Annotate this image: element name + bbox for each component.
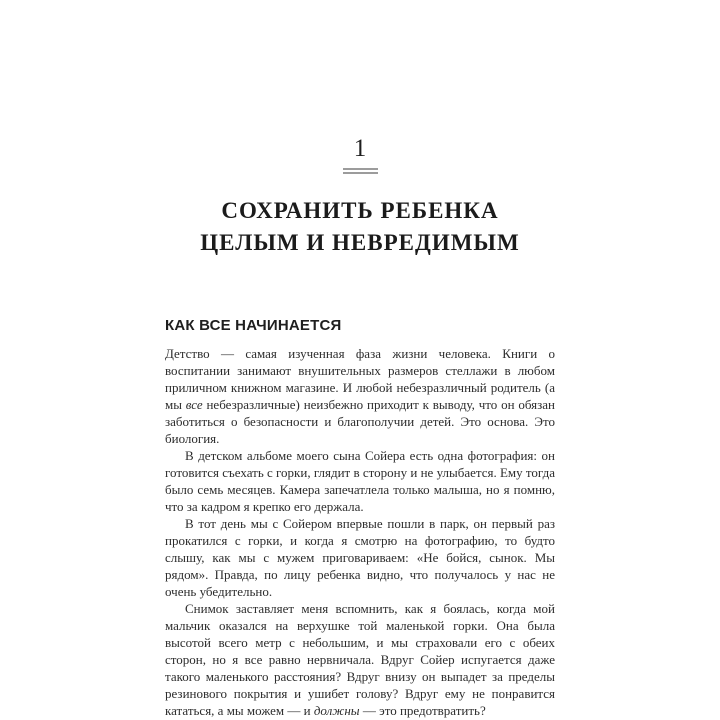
text-run-italic: все	[185, 397, 203, 412]
body-paragraph	[165, 345, 555, 447]
text-run: Снимок заставляет меня вспомнить, как я боялась, когда мой мальчик оказался на верхушке той маленькой горки. Она была высотой всего метр с небольшим, и мы страховали его с обеих сторон, но я все равно нервничала. Вдруг Сойер испугается даже такого маленького расстояния? Вдруг внизу он выпадет за пределы резинового покрытия и ушибет голову? Вдруг ему не понравится кататься, а мы можем — и	[165, 601, 555, 718]
page-content	[165, 0, 555, 719]
section-heading: КАК ВСЕ НАЧИНАЕТСЯ	[165, 317, 342, 334]
body-paragraph	[165, 515, 555, 600]
chapter-divider	[343, 168, 378, 174]
text-run: небезразличные) неизбежно приходит к выводу, что он обязан заботиться о безопасности и благополучии детей. Это основа. Это биология.	[165, 397, 555, 446]
chapter-number: 1	[353, 135, 367, 162]
body-text	[165, 345, 555, 719]
body-paragraph	[165, 600, 555, 719]
chapter-title	[165, 195, 555, 259]
body-paragraph	[165, 447, 555, 515]
text-run: — это предотвратить?	[359, 703, 486, 718]
text-run: В тот день мы с Сойером впервые пошли в парк, он первый раз прокатился с горки, и когда я смотрю на фотографию, то будто слышу, как мы с мужем приговариваем: «Не бойся, сынок. Мы рядом». Правда, по лицу ребенка видно, что получалось у нас не очень убедительно.	[165, 516, 555, 599]
chapter-title-line-1: СОХРАНИТЬ РЕБЕНКА	[221, 198, 499, 223]
text-run: Детство — самая изученная фаза жизни человека. Книги о воспитании занимают внушительных размеров стеллажи в любом приличном книжном магазине. И любой небезразличный родитель (а мы	[165, 346, 555, 412]
chapter-title-line-2: ЦЕЛЫМ И НЕВРЕДИМЫМ	[200, 230, 520, 255]
text-run-italic: должны	[313, 703, 360, 718]
text-run: В детском альбоме моего сына Сойера есть одна фотография: он готовится съехать с горки, глядит в сторону и не улыбается. Ему тогда было семь месяцев. Камера запечатлела только малыша, но я помню, что за кадром я крепко его держала.	[165, 448, 555, 514]
